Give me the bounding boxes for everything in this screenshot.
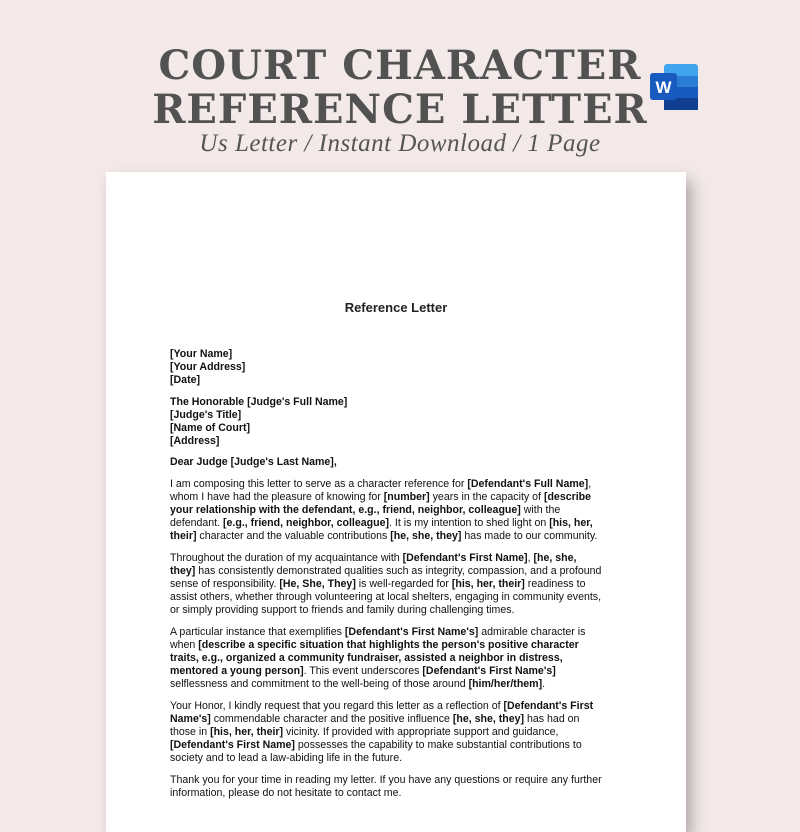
letter-paragraphs	[170, 478, 618, 800]
placeholder-field: [he, she, they]	[452, 712, 525, 725]
paragraph-line	[170, 626, 618, 639]
paragraph-line	[170, 504, 618, 517]
paragraph-line	[170, 591, 618, 604]
text-run: years in the capacity of	[429, 490, 544, 503]
placeholder-field: [his, her, their]	[451, 578, 525, 591]
text-run: admirable character is	[478, 625, 586, 638]
text-run: vicinity. If provided with appropriate support and guidance,	[283, 726, 559, 739]
placeholder-field: [Defendant's First Name's]	[344, 625, 479, 638]
paragraph-line	[170, 491, 618, 504]
text-run: has consistently demonstrated qualities such as integrity, compassion, and a profound	[195, 564, 602, 577]
placeholder-field: [describe	[543, 490, 592, 503]
paragraph-line	[170, 517, 618, 530]
text-run: Your Honor, I kindly request that you regard this letter as a reflection of	[170, 699, 504, 712]
paragraph-line	[170, 578, 618, 591]
paragraph-line	[170, 604, 618, 617]
text-run: with the	[520, 504, 561, 517]
document-page	[106, 172, 686, 832]
body-paragraph	[170, 552, 618, 618]
letter-body	[170, 348, 618, 808]
placeholder-field: [Defendant's First Name]	[402, 551, 528, 564]
paragraph-line	[170, 713, 618, 726]
placeholder-field: their]	[170, 530, 197, 543]
body-paragraph	[170, 774, 618, 800]
paragraph-line	[170, 652, 618, 665]
paragraph-line	[170, 700, 618, 713]
document-title: Reference Letter	[344, 300, 448, 315]
placeholder-field: [Defendant's First	[503, 699, 594, 712]
recipient-judge-title: [Judge's Title]	[170, 408, 242, 421]
text-run: character and the valuable contributions	[196, 530, 391, 543]
sender-name: [Your Name]	[170, 348, 233, 360]
paragraph-line	[170, 752, 618, 765]
text-run: . This event underscores	[303, 665, 423, 678]
paragraph-line	[170, 565, 618, 578]
text-run: possesses the capability to make substantial contributions to	[294, 739, 582, 752]
text-run: I am composing this letter to serve as a character reference for	[170, 477, 468, 490]
paragraph-line	[170, 774, 618, 787]
text-run: .	[542, 678, 546, 691]
text-run: whom I have had the pleasure of knowing for	[170, 490, 384, 503]
text-run: has made to our community.	[461, 530, 598, 543]
text-run: or simply providing support to friends and family during challenging times.	[170, 604, 515, 617]
paragraph-line	[170, 530, 618, 543]
text-run: is well-regarded for	[355, 578, 452, 591]
placeholder-field: [Defendant's First Name's]	[422, 665, 556, 678]
paragraph-line	[170, 739, 618, 752]
word-icon-letter: W	[655, 78, 672, 97]
placeholder-field: [he, she, they]	[390, 530, 462, 543]
placeholder-field: they]	[170, 564, 196, 577]
microsoft-word-icon	[650, 64, 698, 110]
text-run: selflessness and commitment to the well-being of those around	[170, 678, 469, 691]
recipient-court-name: [Name of Court]	[170, 422, 251, 435]
title-line-2: REFERENCE LETTER	[152, 86, 648, 133]
text-run: ,	[588, 477, 592, 490]
text-run: sense of responsibility.	[170, 578, 280, 591]
text-run: those in	[170, 726, 211, 739]
text-run: ,	[527, 551, 534, 564]
placeholder-field: Name's]	[170, 712, 211, 725]
sender-block	[170, 348, 618, 388]
paragraph-line	[170, 639, 618, 652]
placeholder-field: [his, her, their]	[210, 726, 284, 739]
text-run: assist others, whether through volunteering at local shelters, engaging in community events,	[170, 591, 602, 604]
text-run: has had on	[524, 712, 580, 725]
placeholder-field: [describe a specific situation that highlights the person's positive character	[198, 638, 579, 651]
text-run: society and to lead a law-abiding life in the future.	[170, 752, 403, 765]
text-run: when	[170, 638, 199, 651]
placeholder-field: [him/her/them]	[468, 678, 543, 691]
text-run: . It is my intention to shed light on	[389, 517, 550, 530]
paragraph-line	[170, 726, 618, 739]
placeholder-field: mentored a young person]	[170, 665, 304, 678]
placeholder-field: [He, She, They]	[279, 578, 356, 591]
paragraph-line	[170, 552, 618, 565]
body-paragraph	[170, 700, 618, 766]
placeholder-field: [e.g., friend, neighbor, colleague]	[223, 517, 390, 530]
title-line-1: COURT CHARACTER	[158, 42, 642, 89]
placeholder-field: [he, she,	[533, 551, 577, 564]
paragraph-line	[170, 478, 618, 491]
paragraph-line	[170, 787, 618, 800]
body-paragraph	[170, 626, 618, 692]
body-paragraph	[170, 478, 618, 544]
product-subtitle: Us Letter / Instant Download / 1 Page	[199, 130, 601, 157]
paragraph-line	[170, 665, 618, 678]
sender-date: [Date]	[170, 374, 201, 387]
text-run: readiness to	[524, 578, 586, 591]
sender-address: [Your Address]	[170, 361, 246, 374]
placeholder-field: traits, e.g., organized a community fundraiser, assisted a neighbor in distress,	[170, 652, 563, 665]
text-run: defendant.	[170, 517, 224, 530]
recipient-judge-name: The Honorable [Judge's Full Name]	[170, 395, 348, 408]
salutation: Dear Judge [Judge's Last Name],	[170, 456, 337, 469]
text-run: Thank you for your time in reading my letter. If you have any questions or require any further	[170, 773, 602, 786]
paragraph-line	[170, 678, 618, 691]
text-run: commendable character and the positive influence	[210, 712, 453, 725]
text-run: A particular instance that exemplifies	[170, 625, 345, 638]
placeholder-field: [Defendant's First Name]	[170, 739, 295, 752]
placeholder-field: your relationship with the defendant, e.g., friend, neighbor, colleague]	[170, 504, 521, 517]
text-run: Throughout the duration of my acquaintance with	[170, 551, 403, 564]
placeholder-field: [Defendant's Full Name]	[467, 477, 589, 490]
recipient-address: [Address]	[170, 435, 220, 448]
placeholder-field: [his, her,	[549, 517, 593, 530]
text-run: information, please do not hesitate to contact me.	[170, 786, 402, 799]
recipient-block	[170, 396, 618, 449]
placeholder-field: [number]	[383, 490, 430, 503]
